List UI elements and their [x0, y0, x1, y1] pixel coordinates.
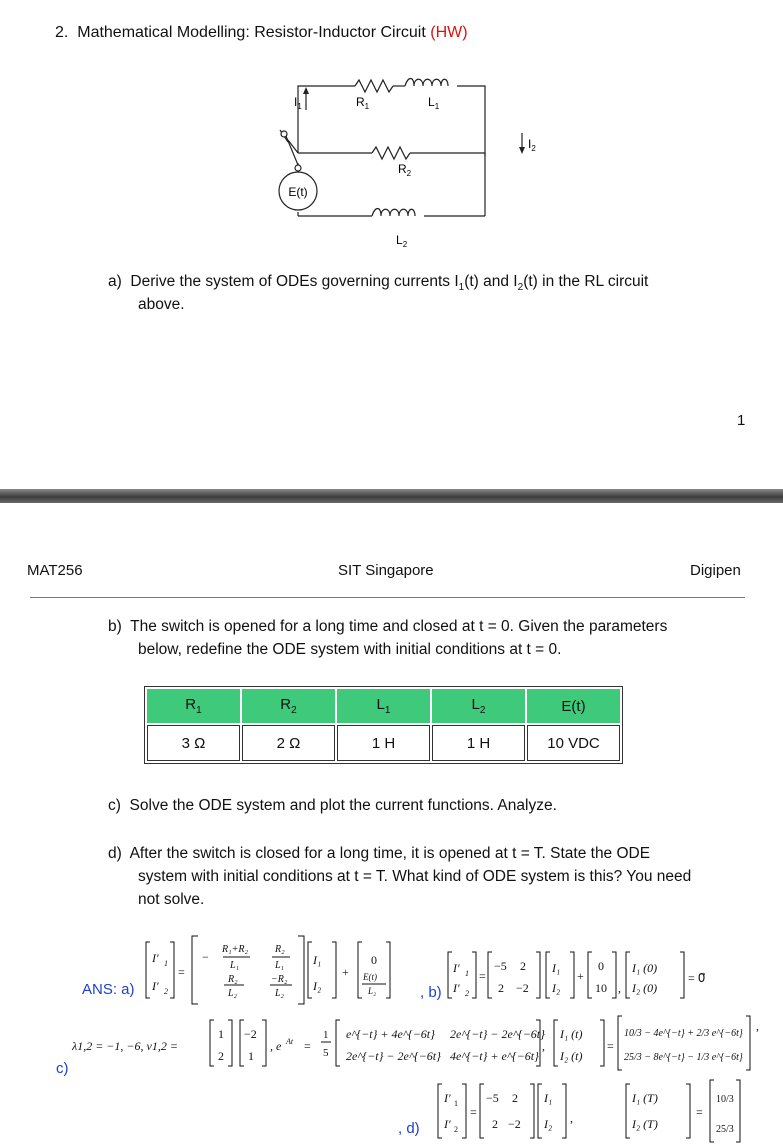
svg-text:−2: −2	[244, 1027, 257, 1041]
svg-text:I′: I′	[152, 979, 159, 993]
svg-text:10: 10	[595, 981, 607, 995]
header-l1: $L_1$	[337, 689, 430, 723]
svg-text:−2: −2	[508, 1117, 521, 1131]
svg-text:I₂ (0): I₂ (0)	[632, 981, 658, 995]
part-c: c) Solve the ODE system and plot the current functions. Analyze.	[108, 797, 557, 814]
header-source: E(t)	[527, 689, 620, 723]
svg-text:2e^{−t} − 2e^{−6t}: 2e^{−t} − 2e^{−6t}	[450, 1027, 545, 1041]
rl-circuit-diagram	[260, 68, 560, 258]
svg-text:At: At	[286, 1037, 294, 1046]
answer-label-a: ANS: a)	[82, 981, 135, 998]
svg-text:=: =	[607, 1039, 614, 1053]
svg-text:e^{−t} + 4e^{−6t}: e^{−t} + 4e^{−6t}	[346, 1027, 435, 1041]
svg-text:1: 1	[454, 1099, 458, 1108]
svg-text:2e^{−t} − 2e^{−6t}: 2e^{−t} − 2e^{−6t}	[346, 1049, 441, 1063]
svg-text:,: ,	[542, 1039, 545, 1053]
answer-d-equations	[436, 1078, 766, 1144]
resistor-r2	[372, 147, 410, 159]
svg-text:2: 2	[512, 1091, 518, 1105]
table-header-row	[147, 689, 620, 723]
svg-text:2: 2	[454, 1125, 458, 1134]
svg-text:I₂: I₂	[552, 981, 561, 995]
answer-label-b: , b)	[420, 984, 442, 1001]
svg-text:L₁: L₁	[275, 960, 285, 971]
svg-text:25/3 − 8e^{−t} − 1/3 e^{−6t}: 25/3 − 8e^{−t} − 1/3 e^{−6t}	[624, 1052, 743, 1063]
resistor-r1	[355, 80, 393, 92]
svg-text:I₂: I₂	[313, 979, 322, 993]
svg-text:−5: −5	[486, 1091, 499, 1105]
parameters-table	[144, 686, 623, 764]
question-title: 2. Mathematical Modelling: Resistor-Inductor Circuit (HW)	[55, 24, 468, 41]
svg-text:=: =	[178, 965, 185, 979]
svg-text:−R₂: −R₂	[271, 974, 288, 985]
header-l2: $L_2$	[432, 689, 525, 723]
svg-text:,: ,	[756, 1019, 759, 1033]
svg-text:E(t): E(t)	[363, 972, 377, 982]
label-r1: $R_1$	[356, 95, 370, 111]
value-r2: 2 Ω	[242, 725, 335, 761]
svg-text:I₁ (t): I₁ (t)	[560, 1027, 583, 1041]
svg-text:I′: I′	[444, 1117, 451, 1131]
label-i2: $I_2$	[528, 137, 536, 153]
svg-text:10/3 − 4e^{−t} + 2/3 e^{−6t}: 10/3 − 4e^{−t} + 2/3 e^{−6t}	[624, 1028, 743, 1039]
svg-text:2: 2	[465, 989, 469, 998]
header-r2: $R_2$	[242, 689, 335, 723]
value-l2: 1 H	[432, 725, 525, 761]
page-separator	[0, 489, 783, 503]
svg-text:1: 1	[323, 1029, 329, 1041]
svg-text:2: 2	[498, 981, 504, 995]
svg-text:+: +	[342, 965, 349, 979]
svg-text:2: 2	[164, 987, 168, 996]
svg-text:1: 1	[248, 1049, 254, 1063]
svg-text:−2: −2	[516, 981, 529, 995]
label-l2: $L_2$	[396, 233, 408, 249]
svg-text:L₂: L₂	[228, 988, 238, 999]
svg-text:I₁: I₁	[552, 961, 561, 975]
part-b-line2: below, redefine the ODE system with initial conditions at t = 0.	[138, 641, 562, 658]
inductor-l2	[372, 209, 415, 217]
part-b: b) The switch is opened for a long time and closed at t = 0. Given the parameters	[108, 618, 668, 635]
part-d-line3: not solve.	[138, 891, 205, 908]
value-source: 10 VDC	[527, 725, 620, 761]
svg-text:2: 2	[218, 1049, 224, 1063]
svg-text:4e^{−t} + e^{−6t}: 4e^{−t} + e^{−6t}	[450, 1049, 539, 1063]
svg-text:1: 1	[218, 1027, 224, 1041]
svg-text:,: ,	[618, 981, 621, 995]
svg-text:2: 2	[520, 959, 526, 973]
svg-text:2: 2	[492, 1117, 498, 1131]
svg-text:1: 1	[465, 969, 469, 978]
svg-text:5: 5	[323, 1047, 329, 1059]
header-course: MAT256	[27, 562, 83, 579]
svg-text:R₂: R₂	[275, 944, 285, 955]
svg-text:0: 0	[371, 953, 377, 967]
header-r1: $R_1$	[147, 689, 240, 723]
svg-text:I₂ (t): I₂ (t)	[560, 1049, 583, 1063]
part-d: d) After the switch is closed for a long time, it is opened at t = T. State the ODE	[108, 845, 651, 862]
svg-text:, e: , e	[270, 1039, 282, 1053]
label-r2: $R_2$	[398, 162, 412, 178]
svg-text:I′: I′	[453, 981, 460, 995]
answer-label-c: c)	[56, 1060, 69, 1077]
svg-text:I′: I′	[453, 961, 460, 975]
value-l1: 1 H	[337, 725, 430, 761]
svg-text:I₁: I₁	[313, 953, 322, 967]
svg-text:L₁: L₁	[230, 960, 240, 971]
source-label: E(t)	[288, 185, 308, 199]
answer-label-d: , d)	[398, 1120, 420, 1137]
svg-text:L₂: L₂	[275, 988, 285, 999]
inductor-l1	[405, 79, 448, 87]
svg-text:0: 0	[598, 959, 604, 973]
header-rule	[30, 597, 745, 598]
svg-text:10/3: 10/3	[716, 1094, 734, 1105]
svg-text:1: 1	[164, 959, 168, 968]
svg-text:I₂: I₂	[544, 1117, 553, 1131]
svg-text:I′: I′	[152, 951, 159, 965]
part-a-line2: above.	[138, 296, 185, 313]
svg-text:= 0⃗: = 0⃗	[688, 971, 706, 985]
svg-text:λ1,2 = −1, −6, v1,2 =: λ1,2 = −1, −6, v1,2 =	[72, 1039, 178, 1053]
table-values-row	[147, 725, 620, 761]
svg-text:=: =	[470, 1105, 477, 1119]
part-a: a) Derive the system of ODEs governing currents $I_1(t)$ and $I_2(t)$ in the RL circuit	[108, 273, 649, 294]
answer-c-solution	[70, 1012, 770, 1074]
svg-text:I₁ (0): I₁ (0)	[632, 961, 658, 975]
svg-text:25/3: 25/3	[716, 1124, 734, 1135]
svg-text:=: =	[304, 1039, 311, 1053]
svg-text:R₂: R₂	[228, 974, 238, 985]
answer-a-b-equations	[140, 930, 780, 1010]
header-partner: Digipen	[690, 562, 741, 579]
svg-text:−5: −5	[494, 959, 507, 973]
svg-text:−: −	[202, 950, 209, 964]
page-number: 1	[737, 412, 746, 429]
svg-text:,: ,	[570, 1111, 573, 1125]
svg-text:I₁: I₁	[544, 1091, 553, 1105]
svg-text:I₂ (T): I₂ (T)	[632, 1117, 658, 1131]
switch-contact-bottom	[295, 165, 301, 171]
part-d-line2: system with initial conditions at t = T. What kind of ODE system is this? You need	[138, 868, 692, 885]
label-l1: $L_1$	[428, 95, 440, 111]
value-r1: 3 Ω	[147, 725, 240, 761]
hw-tag: (HW)	[430, 24, 468, 41]
svg-text:=: =	[479, 969, 486, 983]
label-i1: $I_1$	[294, 95, 302, 111]
svg-text:I₁ (T): I₁ (T)	[632, 1091, 658, 1105]
svg-text:R₁+R₂: R₁+R₂	[222, 944, 248, 955]
header-institution: SIT Singapore	[338, 562, 434, 579]
svg-text:L₂: L₂	[368, 986, 377, 996]
svg-text:=: =	[696, 1105, 703, 1119]
svg-text:I′: I′	[444, 1091, 451, 1105]
svg-text:+: +	[577, 969, 584, 983]
